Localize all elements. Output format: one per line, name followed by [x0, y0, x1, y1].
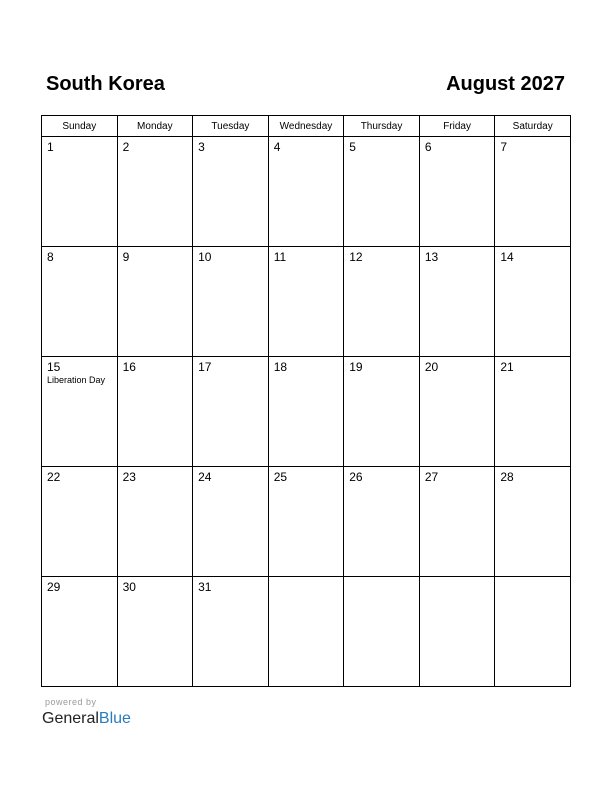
day-number: 30: [122, 580, 136, 594]
day-cell: [117, 137, 193, 247]
day-cell: [117, 247, 193, 357]
day-cell: [495, 357, 571, 467]
day-number: 18: [273, 360, 288, 374]
weekday-header: Friday: [419, 116, 495, 137]
day-number: 27: [424, 470, 439, 484]
week-row: [42, 247, 571, 357]
week-row: [42, 467, 571, 577]
calendar-grid: [41, 115, 571, 687]
day-cell: [495, 137, 571, 247]
day-number: 17: [198, 360, 212, 374]
day-number: 28: [500, 470, 514, 484]
day-number: 1: [47, 140, 54, 154]
week-row: [42, 577, 571, 687]
day-cell: [42, 247, 118, 357]
day-number: 29: [47, 580, 61, 594]
day-cell: [193, 247, 269, 357]
weekday-header: Thursday: [344, 116, 420, 137]
day-cell: [344, 247, 420, 357]
day-number: 22: [47, 470, 61, 484]
week-row: [42, 357, 571, 467]
week-row: [42, 137, 571, 247]
day-number: 26: [349, 470, 363, 484]
day-cell: [193, 467, 269, 577]
day-cell: [42, 577, 118, 687]
day-number: 2: [122, 140, 130, 154]
day-cell: [268, 247, 344, 357]
day-cell: [495, 247, 571, 357]
weekday-header-row: [42, 116, 571, 137]
weekday-header: Wednesday: [268, 116, 344, 137]
day-number: 19: [349, 360, 363, 374]
day-number: 12: [349, 250, 363, 264]
day-cell: [344, 357, 420, 467]
weekday-header: Saturday: [495, 116, 571, 137]
day-number: 4: [273, 140, 281, 154]
day-cell: [117, 357, 193, 467]
day-number: 25: [273, 470, 288, 484]
logo-text-general: General: [42, 710, 99, 727]
day-number: 15: [47, 360, 61, 374]
day-cell-empty: [268, 577, 344, 687]
day-cell-empty: [495, 577, 571, 687]
day-cell: [42, 467, 118, 577]
weekday-header: Tuesday: [193, 116, 269, 137]
day-number: 20: [424, 360, 439, 374]
day-cell: [193, 357, 269, 467]
day-number: 31: [198, 580, 212, 594]
weekday-header: Sunday: [42, 116, 118, 137]
day-cell: [419, 137, 495, 247]
month-title: August 2027: [446, 73, 565, 95]
day-cell: [268, 467, 344, 577]
day-number: 6: [424, 140, 432, 154]
day-number: 9: [122, 250, 130, 264]
day-number: 13: [424, 250, 439, 264]
weekday-header: Monday: [117, 116, 193, 137]
day-cell: [419, 357, 495, 467]
day-number: 10: [198, 250, 212, 264]
day-number: 14: [500, 250, 514, 264]
day-cell-holiday: [42, 357, 118, 467]
day-number: 5: [349, 140, 356, 154]
day-cell: [268, 137, 344, 247]
day-number: 23: [122, 470, 136, 484]
day-cell: [42, 137, 118, 247]
day-cell: [344, 137, 420, 247]
day-cell-empty: [419, 577, 495, 687]
day-number: 11: [273, 250, 287, 264]
generalblue-logo[interactable]: [42, 709, 131, 729]
day-cell: [495, 467, 571, 577]
day-number: 8: [47, 250, 54, 264]
day-number: 3: [198, 140, 205, 154]
day-cell: [344, 467, 420, 577]
day-cell: [193, 577, 269, 687]
day-cell-empty: [344, 577, 420, 687]
day-number: 21: [500, 360, 514, 374]
holiday-label: Liberation Day: [47, 375, 106, 385]
day-number: 24: [198, 470, 212, 484]
powered-by-text: powered by: [45, 697, 97, 707]
day-cell: [117, 577, 193, 687]
day-cell: [419, 247, 495, 357]
day-number: 7: [500, 140, 508, 154]
logo-text-blue: Blue: [98, 710, 131, 727]
day-number: 16: [122, 360, 136, 374]
day-cell: [419, 467, 495, 577]
country-title: South Korea: [46, 73, 165, 95]
day-cell: [268, 357, 344, 467]
day-cell: [193, 137, 269, 247]
day-cell: [117, 467, 193, 577]
